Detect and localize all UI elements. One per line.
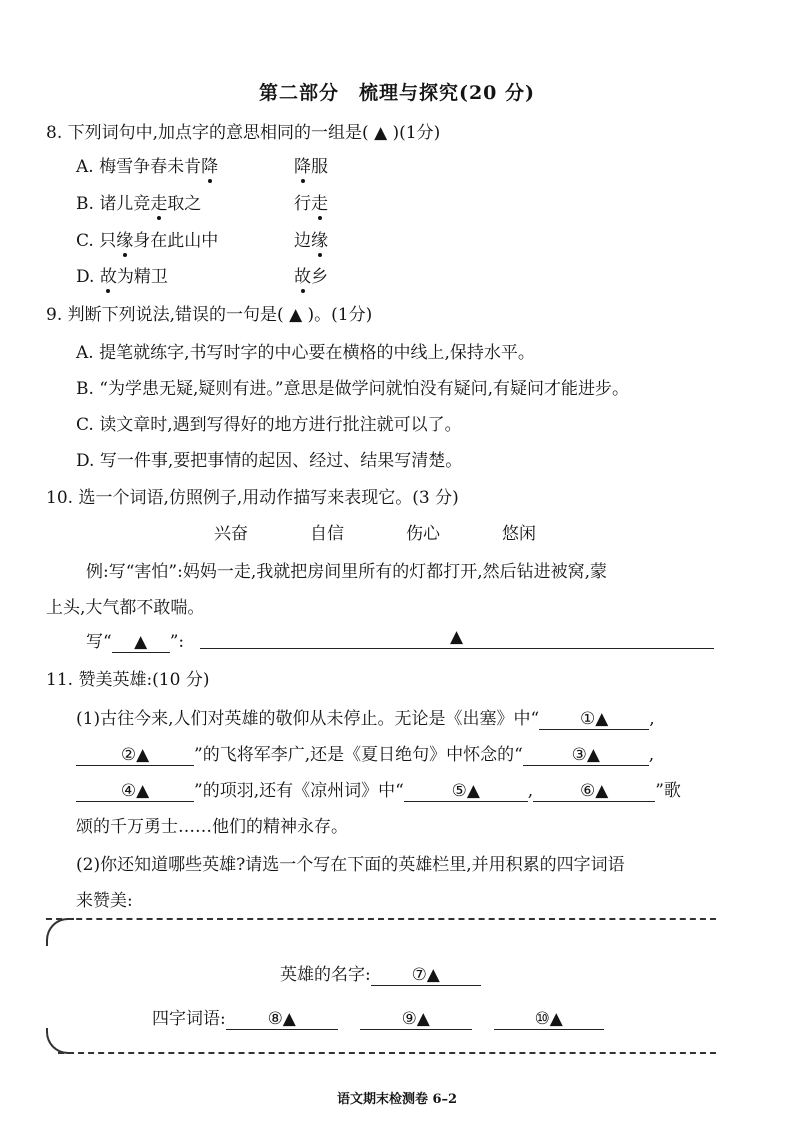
word-1: 兴奋 xyxy=(214,524,248,544)
q10-example-line2: 上头,大气都不敢喘。 xyxy=(46,598,205,618)
emphasis-char: 走 xyxy=(311,189,328,214)
idiom-row: 四字词语: ⑧▲ ⑨▲ ⑩▲ xyxy=(152,1004,604,1030)
page-title: 第二部分 梳理与探究(20 分) xyxy=(258,82,536,104)
q8-compare-word: 边缘 xyxy=(294,226,328,251)
q10-write-line: 写“ ▲ ”: xyxy=(86,632,185,652)
word-4: 悠闲 xyxy=(502,524,536,544)
hero-box-corner xyxy=(46,1028,72,1054)
q11-stem: 11. 赞美英雄:(10 分) xyxy=(46,670,210,690)
hero-name-row: 英雄的名字: ⑦▲ xyxy=(280,960,481,986)
hero-box-top-border xyxy=(46,918,716,920)
q8-sentence: 诸儿竞走取之 xyxy=(99,194,201,214)
blank-5[interactable]: ⑤▲ xyxy=(404,781,528,802)
q8-stem: 8. 下列词句中,加点字的意思相同的一组是( ▲ )(1分) xyxy=(46,123,441,143)
word-3: 伤心 xyxy=(406,524,440,544)
blank-8[interactable]: ⑧▲ xyxy=(226,1009,338,1030)
q10-answer-line[interactable] xyxy=(200,648,714,649)
blank-3[interactable]: ③▲ xyxy=(523,745,649,766)
q8-compare-word: 降服 xyxy=(294,152,328,177)
blank-2[interactable]: ②▲ xyxy=(76,745,194,766)
blank-1[interactable]: ①▲ xyxy=(539,709,649,730)
q11-p1-line3: ④▲ ”的项羽,还有《凉州词》中“ ⑤▲ , ⑥▲ ”歌 xyxy=(76,776,681,802)
q8-option-d: D. 故为精卫 xyxy=(76,262,168,287)
q10-stem: 10. 选一个词语,仿照例子,用动作描写来表现它。(3 分) xyxy=(46,488,459,508)
page-footer: 语文期末检测卷 6–2 xyxy=(336,1092,458,1107)
emphasis-char: 故 xyxy=(294,262,311,287)
q9-option-d: D. 写一件事,要把事情的起因、经过、结果写清楚。 xyxy=(76,451,463,471)
q11-p2-line2: 来赞美: xyxy=(76,891,133,911)
hero-box-corner xyxy=(46,918,74,946)
q9-option-c: C. 读文章时,遇到写得好的地方进行批注就可以了。 xyxy=(76,415,462,435)
emphasis-char: 走 xyxy=(150,189,167,214)
q8-option-a: A. 梅雪争春未肯降 xyxy=(76,152,218,177)
word-2: 自信 xyxy=(310,524,344,544)
q11-p1-line4: 颂的千万勇士……他们的精神永存。 xyxy=(76,817,348,837)
q8-compare-word: 故乡 xyxy=(294,262,328,287)
hero-box-bottom-border xyxy=(58,1052,716,1054)
q11-p1-line1: (1)古往今来,人们对英雄的敬仰从未停止。无论是《出塞》中“ ①▲ , xyxy=(76,709,655,729)
emphasis-char: 降 xyxy=(201,152,218,177)
blank-6[interactable]: ⑥▲ xyxy=(533,781,655,802)
q8-sentence: 梅雪争春未肯降 xyxy=(99,157,218,177)
q10-word-list xyxy=(214,519,598,544)
q11-p1-line2: ②▲ ”的飞将军李广,还是《夏日绝句》中怀念的“ ③▲ , xyxy=(76,740,654,766)
q8-option-c: C. 只缘身在此山中 xyxy=(76,226,218,251)
q9-option-b: B. “为学患无疑,疑则有进。”意思是做学问就怕没有疑问,有疑问才能进步。 xyxy=(76,379,629,399)
q10-example-line1: 例:写“害怕”:妈妈一走,我就把房间里所有的灯都打开,然后钻进被窝,蒙 xyxy=(86,562,608,582)
q11-p2-line1: (2)你还知道哪些英雄?请选一个写在下面的英雄栏里,并用积累的四字词语 xyxy=(76,855,625,875)
emphasis-char: 缘 xyxy=(311,226,328,251)
q10-word-blank[interactable]: ▲ xyxy=(112,632,170,653)
q8-compare-word: 行走 xyxy=(294,189,328,214)
blank-10[interactable]: ⑩▲ xyxy=(494,1009,604,1030)
emphasis-char: 缘 xyxy=(116,226,133,251)
q9-stem: 9. 判断下列说法,错误的一句是( ▲ )。(1分) xyxy=(46,305,373,325)
blank-4[interactable]: ④▲ xyxy=(76,781,194,802)
blank-9[interactable]: ⑨▲ xyxy=(360,1009,472,1030)
q8-option-b: B. 诸儿竞走取之 xyxy=(76,189,201,214)
emphasis-char: 降 xyxy=(294,152,311,177)
q10-answer-mark: ▲ xyxy=(450,627,464,647)
emphasis-char: 故 xyxy=(100,262,117,287)
q8-sentence: 只缘身在此山中 xyxy=(99,231,218,251)
q8-sentence: 故为精卫 xyxy=(100,267,168,287)
q9-option-a: A. 提笔就练字,书写时字的中心要在横格的中线上,保持水平。 xyxy=(76,343,535,363)
blank-7[interactable]: ⑦▲ xyxy=(371,965,481,986)
